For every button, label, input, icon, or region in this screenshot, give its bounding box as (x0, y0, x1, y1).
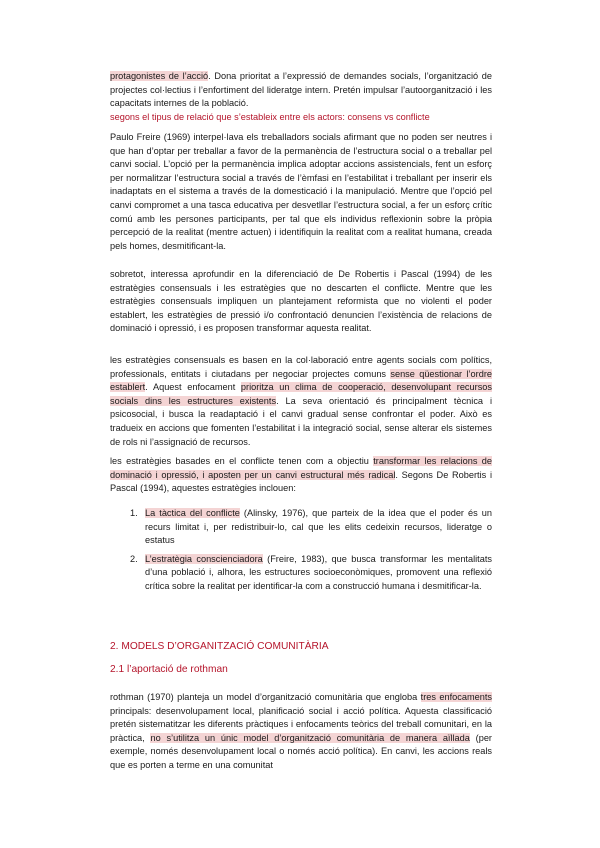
paragraph-text: les estratègies basades en el conflicte tenen com a objectiu (110, 456, 374, 466)
highlight: L’estratègia conscienciadora (145, 553, 263, 564)
highlight: prioritza un clima de cooperació, desenvolupant recursos socials dins les estructures existents (110, 382, 492, 406)
highlight: tres enfocaments (420, 692, 492, 702)
conflict-paragraph (110, 455, 492, 496)
paragraph-text: . Dona prioritat a l’expressió de demandes socials, l’organització de projectes col·lectius i l’enfortiment del lideratge intern. Pretén impulsar l’autoorganització i les capacitats internes de la població. (110, 71, 492, 109)
paragraph-text: principals: desenvolupament local, planificació social i acció política. Aquesta classificació pretén sistematitzar les diferents pràctiques i enfocaments teòrics del treball comunitari, en la pràctica, (110, 705, 492, 743)
section-subheading: segons el tipus de relació que s’estableix entre els actors: consens vs conflicte (110, 111, 430, 122)
highlight: protagonistes de l’acció (110, 71, 209, 81)
paragraph-text: les estratègies consensuals es basen en la col·laboració entre agents socials com polítics, professionals, entitats i ciutadans per negociar projectes comuns (110, 355, 492, 379)
list-text: (Freire, 1983), que busca transformar les mentalitats d’una població i, alhora, les estructures socioeconòmiques, promovent una reflexió crítica sobre la realitat per identificar-la com a construcció humana i desmitificar-la. (145, 553, 492, 591)
paragraph-text: rothman (1970) planteja un model d’organització comunitària que engloba (110, 692, 421, 702)
consensual-paragraph (110, 354, 492, 449)
strategy-list (110, 507, 492, 594)
rothman-paragraph (110, 691, 492, 773)
intro-paragraph (110, 70, 492, 124)
freire-paragraph: Paulo Freire (1969) interpel·lava els treballadors socials afirmant que no poden ser neutres i que han d’optar per treballar a favor de la permanència de l’estructura social o a treballar pel canvi social. L’opció per la permanència implica adoptar accions assistencials, fent un esforç per normalitzar l’estructura social a través de l’èmfasi en l’estabilitat i treballant per inserir els inadaptats en el sistema a través de la domesticació i la manipulació. Mentre que l’opció pel canvi compromet a una tasca educativa per desvetllar l’estructura social, a fer un esforç crític comú amb les persones participants, per tal que els individus reflexionin sobre la pròpia percepció de la realitat (mentre actuen) i identifiquin la realitat com a realitat humana, creada pels homes, desmitificant-la. (110, 132, 492, 251)
list-item (110, 507, 492, 548)
list-item (110, 553, 492, 594)
section-heading: 2. MODELS D’ORGANITZACIÓ COMUNITÀRIA (110, 641, 329, 652)
paragraph-text: . La seva orientació és principalment tècnica i psicosocial, i busca la readaptació i el canvi gradual sense confrontar el poder. Això es tradueix en accions que fomenten l’estabilitat i la integració social, sense alterar els sistemes de rols ni l’assignació de recursos. (110, 395, 492, 447)
paragraph-text: . Segons De Robertis i Pascal (1994), aquestes estratègies inclouen: (110, 469, 493, 494)
highlight: sense qüestionar l’ordre establert (110, 368, 492, 393)
paragraph-text: (per exemple, només desenvolupament local o només acció política). En canvi, les accions reals que es porten a terme en una comunitat (110, 732, 492, 770)
highlight: no s’utilitza un únic model d’organització comunitària de manera aïllada (150, 732, 470, 743)
highlight: transformar les relacions de dominació i opressió, i aposten per un canvi estructural més radical (110, 456, 492, 480)
robertis-paragraph: sobretot, interessa aprofundir en la diferenciació de De Robertis i Pascal (1994) de les estratègies consensuals i les estratègies que no descarten el conflicte. Mentre que les estratègies consensuals impliquen un plantejament reformista que no violenti el poder establert, les estratègies de pressió i/o confrontació denuncien l’existència de relacions de dominació i opressió, i es proposen transformar aquesta realitat. (110, 269, 492, 334)
list-number: 1. (130, 508, 138, 518)
subsection-heading: 2.1 l’aportació de rothman (110, 664, 228, 675)
list-text: (Alinsky, 1976), que parteix de la idea que el poder és un recurs limitat i, per redistribuir-lo, cal que les elits cedeixin recursos, lideratge o estatus (145, 508, 492, 546)
paragraph-text: . Aquest enfocament (145, 382, 241, 393)
highlight: La tàctica del conflicte (145, 508, 240, 518)
list-number: 2. (130, 553, 138, 564)
